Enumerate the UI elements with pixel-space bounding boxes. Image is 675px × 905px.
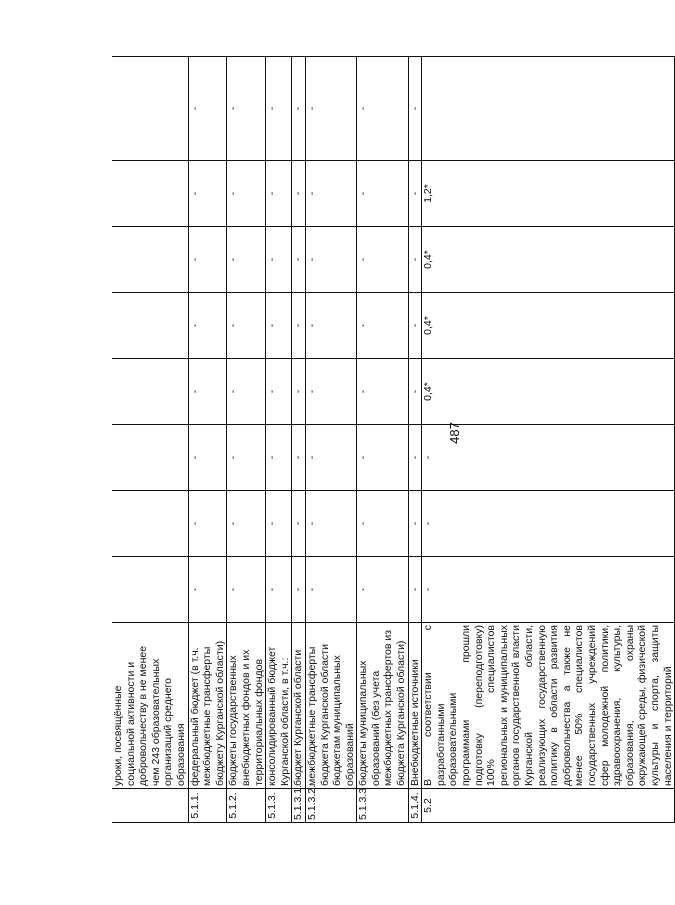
row-number: 5.1.3.3 <box>357 789 408 823</box>
value-cell: - <box>408 293 422 359</box>
row-number: 5.2 <box>422 789 675 823</box>
value-cell: 0,4* <box>422 359 675 425</box>
row-number: 5.1.2. <box>227 789 266 823</box>
value-cell: - <box>188 227 227 293</box>
value-cell: - <box>266 425 292 491</box>
value-cell <box>112 491 188 557</box>
value-cell: - <box>357 557 408 623</box>
row-description: консолидированный бюджет Курганской области, в т.ч.: <box>266 623 292 789</box>
value-cell: - <box>357 425 408 491</box>
value-cell: - <box>227 557 266 623</box>
row-description: Внебюджетные источники <box>408 623 422 789</box>
value-cell: - <box>188 557 227 623</box>
table-row <box>357 57 408 823</box>
table-row <box>188 57 227 823</box>
value-cell: - <box>408 57 422 161</box>
value-cell: - <box>188 293 227 359</box>
row-description: уроки, посвящённые социальной активности и добровольчеству в не менее чем 243 образовательных организаций среднего образования <box>112 623 188 789</box>
table-row <box>422 57 675 823</box>
value-cell: - <box>357 359 408 425</box>
value-cell: - <box>357 161 408 227</box>
value-cell: - <box>227 359 266 425</box>
value-cell: 0,4* <box>422 293 675 359</box>
table-row <box>266 57 292 823</box>
value-cell: - <box>292 227 306 293</box>
value-cell: - <box>357 57 408 161</box>
value-cell: - <box>305 359 356 425</box>
value-cell: 0,4* <box>422 227 675 293</box>
value-cell: - <box>188 359 227 425</box>
value-cell: - <box>408 227 422 293</box>
row-description: межбюджетные трансферты бюджета Курганской области бюджетам муниципальных образований <box>305 623 356 789</box>
value-cell: - <box>266 227 292 293</box>
page-number: 487 <box>447 422 462 444</box>
value-cell: - <box>227 227 266 293</box>
value-cell: - <box>188 161 227 227</box>
row-number: 5.1.3.1. <box>292 789 306 823</box>
value-cell: - <box>305 227 356 293</box>
row-number: 5.1.4. <box>408 789 422 823</box>
value-cell: 1,2* <box>422 161 675 227</box>
value-cell: - <box>305 161 356 227</box>
table-row <box>305 57 356 823</box>
value-cell: - <box>422 425 675 491</box>
value-cell <box>112 293 188 359</box>
row-number: 5.1.3. <box>266 789 292 823</box>
value-cell: - <box>188 491 227 557</box>
value-cell: - <box>305 491 356 557</box>
table-row <box>227 57 266 823</box>
table-row <box>112 57 188 823</box>
value-cell: - <box>266 161 292 227</box>
table-body <box>112 57 675 823</box>
row-number: 5.1.1. <box>188 789 227 823</box>
value-cell: - <box>292 57 306 161</box>
value-cell: - <box>227 425 266 491</box>
value-cell <box>112 57 188 161</box>
table-row <box>408 57 422 823</box>
value-cell: - <box>408 359 422 425</box>
value-cell: - <box>305 293 356 359</box>
value-cell: - <box>292 491 306 557</box>
financing-table <box>112 56 675 823</box>
value-cell: - <box>305 425 356 491</box>
value-cell: - <box>357 227 408 293</box>
value-cell: - <box>305 57 356 161</box>
value-cell <box>112 359 188 425</box>
row-description: бюджеты муниципальных образований (без учета межбюджетных трансфертов из бюджета Курганской области) <box>357 623 408 789</box>
value-cell <box>112 425 188 491</box>
value-cell: - <box>266 557 292 623</box>
row-number: 5.1.3.2. <box>305 789 356 823</box>
row-number <box>112 789 188 823</box>
value-cell: - <box>266 491 292 557</box>
value-cell: - <box>422 557 675 623</box>
value-cell: - <box>408 557 422 623</box>
value-cell: - <box>266 293 292 359</box>
value-cell: - <box>408 491 422 557</box>
value-cell <box>112 227 188 293</box>
value-cell: - <box>357 293 408 359</box>
value-cell: - <box>188 57 227 161</box>
value-cell: - <box>227 293 266 359</box>
value-cell: - <box>292 293 306 359</box>
row-description: федеральный бюджет (в т.ч. межбюджетные трансферты бюджету Курганской области) <box>188 623 227 789</box>
row-description: бюджет Курганской области <box>292 623 306 789</box>
value-cell: - <box>292 161 306 227</box>
value-cell: - <box>227 491 266 557</box>
value-cell: - <box>227 161 266 227</box>
value-cell: - <box>266 57 292 161</box>
value-cell <box>112 161 188 227</box>
value-cell: - <box>292 359 306 425</box>
value-cell: - <box>227 57 266 161</box>
value-cell: - <box>188 425 227 491</box>
value-cell: - <box>357 491 408 557</box>
value-cell: - <box>292 557 306 623</box>
value-cell <box>112 557 188 623</box>
value-cell: - <box>266 359 292 425</box>
value-cell: - <box>292 425 306 491</box>
table-row <box>292 57 306 823</box>
value-cell: - <box>408 425 422 491</box>
value-cell: - <box>422 491 675 557</box>
row-description: бюджеты государственных внебюджетных фондов и их территориальных фондов <box>227 623 266 789</box>
row-description: В соответствии с разработанными образовательными программами прошли подготовку (переподготовку) 100% специалистов региональных и муниципальных органов государственной власти Курганской области, реализующих государственную политику в области развития добровольчества а также не менее 50% специалистов государственных учреждений сфер молодежной политики, здравоохранения, культуры, образования, охраны окружающей среды, физической культуры и спорта, защиты населения и территорий <box>422 623 675 789</box>
value-cell: - <box>408 161 422 227</box>
value-cell: - <box>305 557 356 623</box>
value-cell <box>422 57 675 161</box>
